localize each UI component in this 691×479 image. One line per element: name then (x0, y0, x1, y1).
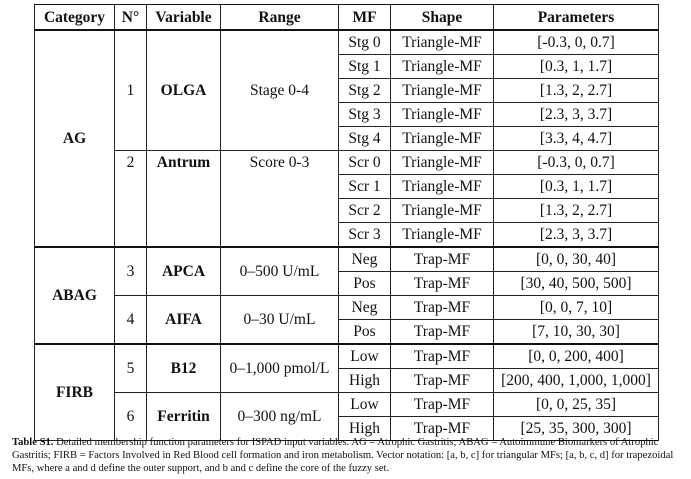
parameters-cell: [2.3, 3, 3.7] (494, 223, 659, 248)
shape-cell: Triangle-MF (391, 151, 494, 175)
parameters-cell: [3.3, 4, 4.7] (494, 127, 659, 151)
header-parameters: Parameters (494, 5, 659, 31)
mf-cell: High (339, 417, 391, 441)
parameters-cell: [0, 0, 25, 35] (494, 393, 659, 417)
shape-cell: Trap-MF (391, 344, 494, 369)
header-number: N° (115, 5, 147, 31)
shape-cell: Triangle-MF (391, 103, 494, 127)
mf-cell: Pos (339, 272, 391, 296)
shape-cell: Trap-MF (391, 369, 494, 393)
table-row (35, 344, 659, 369)
shape-cell: Triangle-MF (391, 199, 494, 223)
shape-cell: Triangle-MF (391, 30, 494, 55)
header-category: Category (35, 5, 115, 31)
mf-cell: Stg 0 (339, 30, 391, 55)
mf-cell: Stg 4 (339, 127, 391, 151)
mf-cell: Scr 0 (339, 151, 391, 175)
variable-cell: Ferritin (147, 393, 221, 441)
shape-cell: Trap-MF (391, 296, 494, 320)
shape-cell: Trap-MF (391, 417, 494, 441)
mf-cell: Stg 2 (339, 79, 391, 103)
shape-cell: Triangle-MF (391, 175, 494, 199)
parameters-cell: [0.3, 1, 1.7] (494, 175, 659, 199)
variable-cell: Antrum (147, 151, 221, 248)
shape-cell: Trap-MF (391, 247, 494, 272)
parameters-cell: [200, 400, 1,000, 1,000] (494, 369, 659, 393)
membership-function-table-container (34, 4, 658, 441)
table-row (35, 247, 659, 272)
header-range: Range (221, 5, 339, 31)
header-shape: Shape (391, 5, 494, 31)
header-row (35, 5, 659, 31)
range-cell: 0–500 U/mL (221, 247, 339, 296)
mf-cell: Neg (339, 247, 391, 272)
category-cell-ag: AG (35, 30, 115, 247)
number-cell: 6 (115, 393, 147, 441)
caption-label: Table S1. (12, 437, 54, 448)
mf-cell: Low (339, 344, 391, 369)
mf-cell: Pos (339, 320, 391, 345)
parameters-cell: [-0.3, 0, 0.7] (494, 30, 659, 55)
table-row (35, 296, 659, 320)
category-cell-abag: ABAG (35, 247, 115, 344)
variable-cell: OLGA (147, 30, 221, 151)
parameters-cell: [2.3, 3, 3.7] (494, 103, 659, 127)
shape-cell: Trap-MF (391, 320, 494, 345)
mf-cell: Scr 2 (339, 199, 391, 223)
parameters-cell: [7, 10, 30, 30] (494, 320, 659, 345)
range-cell: 0–1,000 pmol/L (221, 344, 339, 393)
range-cell: 0–300 ng/mL (221, 393, 339, 441)
header-mf: MF (339, 5, 391, 31)
table-row (35, 393, 659, 417)
parameters-cell: [0, 0, 30, 40] (494, 247, 659, 272)
parameters-cell: [0, 0, 7, 10] (494, 296, 659, 320)
range-cell: Stage 0-4 (221, 30, 339, 151)
number-cell: 5 (115, 344, 147, 393)
membership-function-table (34, 4, 659, 441)
shape-cell: Trap-MF (391, 393, 494, 417)
parameters-cell: [-0.3, 0, 0.7] (494, 151, 659, 175)
shape-cell: Triangle-MF (391, 223, 494, 248)
parameters-cell: [30, 40, 500, 500] (494, 272, 659, 296)
mf-cell: Scr 3 (339, 223, 391, 248)
category-cell-firb: FIRB (35, 344, 115, 441)
mf-cell: Scr 1 (339, 175, 391, 199)
shape-cell: Triangle-MF (391, 127, 494, 151)
range-cell: Score 0-3 (221, 151, 339, 248)
parameters-cell: [0, 0, 200, 400] (494, 344, 659, 369)
mf-cell: Stg 1 (339, 55, 391, 79)
number-cell: 3 (115, 247, 147, 296)
number-cell: 1 (115, 30, 147, 151)
mf-cell: Neg (339, 296, 391, 320)
table-caption (12, 436, 680, 475)
variable-cell: AIFA (147, 296, 221, 345)
shape-cell: Triangle-MF (391, 79, 494, 103)
table-row (35, 151, 659, 175)
header-variable: Variable (147, 5, 221, 31)
range-cell: 0–30 U/mL (221, 296, 339, 345)
parameters-cell: [0.3, 1, 1.7] (494, 55, 659, 79)
parameters-cell: [1.3, 2, 2.7] (494, 199, 659, 223)
number-cell: 4 (115, 296, 147, 345)
mf-cell: Low (339, 393, 391, 417)
parameters-cell: [1.3, 2, 2.7] (494, 79, 659, 103)
variable-cell: B12 (147, 344, 221, 393)
caption-text: Detailed membership function parameters for ISPAD input variables. AG = Atrophic Gastritis; ABAG = Autoimmune Biomarkers of Atrophic Gastritis; FIRB = Factors Involved in Red Blood cell formation and iron metabolism. Vector notation: [a, b, c] for triangular MFs; [a, b, c, d] for trapezoidal MFs, where a and d define the outer support, and b and c define the core of the fuzzy set. (12, 437, 674, 474)
table-row (35, 30, 659, 55)
shape-cell: Trap-MF (391, 272, 494, 296)
variable-cell: APCA (147, 247, 221, 296)
number-cell: 2 (115, 151, 147, 248)
mf-cell: Stg 3 (339, 103, 391, 127)
shape-cell: Triangle-MF (391, 55, 494, 79)
mf-cell: High (339, 369, 391, 393)
parameters-cell: [25, 35, 300, 300] (494, 417, 659, 441)
